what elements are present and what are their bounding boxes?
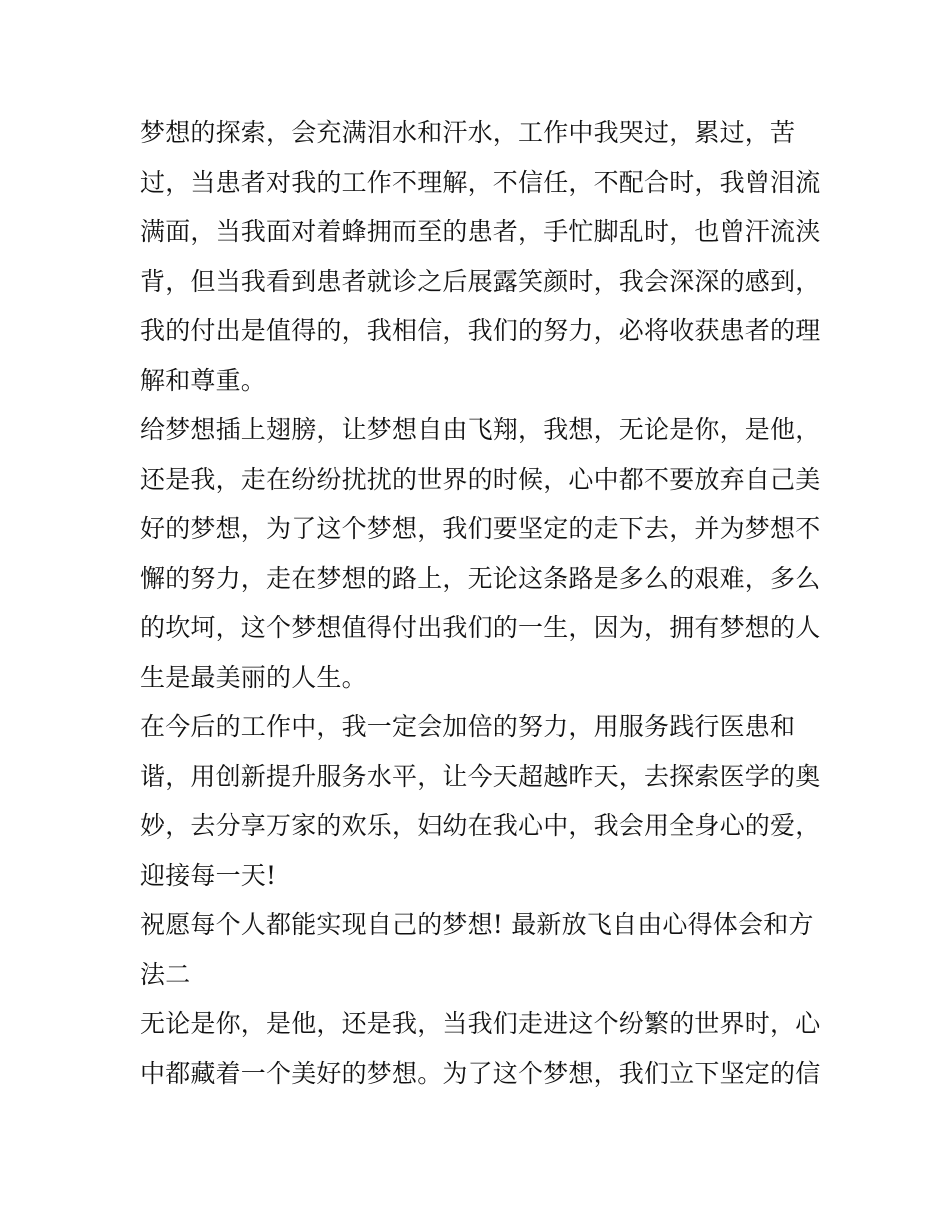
text-line: 无论是你，是他，还是我，当我们走进这个纷繁的世界时，心 [140, 1009, 821, 1038]
text-line: 谐，用创新提升服务水平，让今天超越昨天，去探索医学的奥 [140, 761, 821, 791]
text-line: 中都藏着一个美好的梦想。为了这个梦想，我们立下坚定的信 [140, 1058, 821, 1088]
text-line: 法二 [140, 959, 191, 989]
text-line: 梦想的探索，会充满泪水和汗水，工作中我哭过，累过，苦 [140, 118, 796, 147]
text-line: 妙，去分享万家的欢乐，妇幼在我心中，我会用全身心的爱， [140, 811, 821, 840]
text-line: 迎接每一天! [140, 860, 277, 890]
text-line: 生是最美丽的人生。 [140, 662, 367, 692]
text-line: 满面，当我面对着蜂拥而至的患者，手忙脚乱时，也曾汗流浃 [140, 217, 821, 246]
text-line: 在今后的工作中，我一定会加倍的努力，用服务践行医患和 [140, 712, 796, 741]
document-body-text [140, 108, 820, 1098]
text-line: 背，但当我看到患者就诊之后展露笑颜时，我会深深的感到， [140, 266, 821, 296]
text-line: 好的梦想，为了这个梦想，我们要坚定的走下去，并为梦想不 [140, 514, 821, 543]
text-line: 过，当患者对我的工作不理解，不信任，不配合时，我曾泪流 [140, 167, 821, 197]
text-line: 懈的努力，走在梦想的路上，无论这条路是多么的艰难，多么 [140, 563, 821, 593]
text-line: 的坎坷，这个梦想值得付出我们的一生，因为，拥有梦想的人 [140, 613, 821, 642]
text-line: 还是我，走在纷纷扰扰的世界的时候，心中都不要放弃自己美 [140, 464, 821, 494]
text-line: 我的付出是值得的，我相信，我们的努力，必将收获患者的理 [140, 316, 821, 345]
text-line: 解和尊重。 [140, 365, 267, 395]
text-line: 祝愿每个人都能实现自己的梦想! 最新放飞自由心得体会和方 [140, 910, 814, 939]
text-line: 给梦想插上翅膀，让梦想自由飞翔，我想，无论是你，是他， [140, 415, 821, 444]
